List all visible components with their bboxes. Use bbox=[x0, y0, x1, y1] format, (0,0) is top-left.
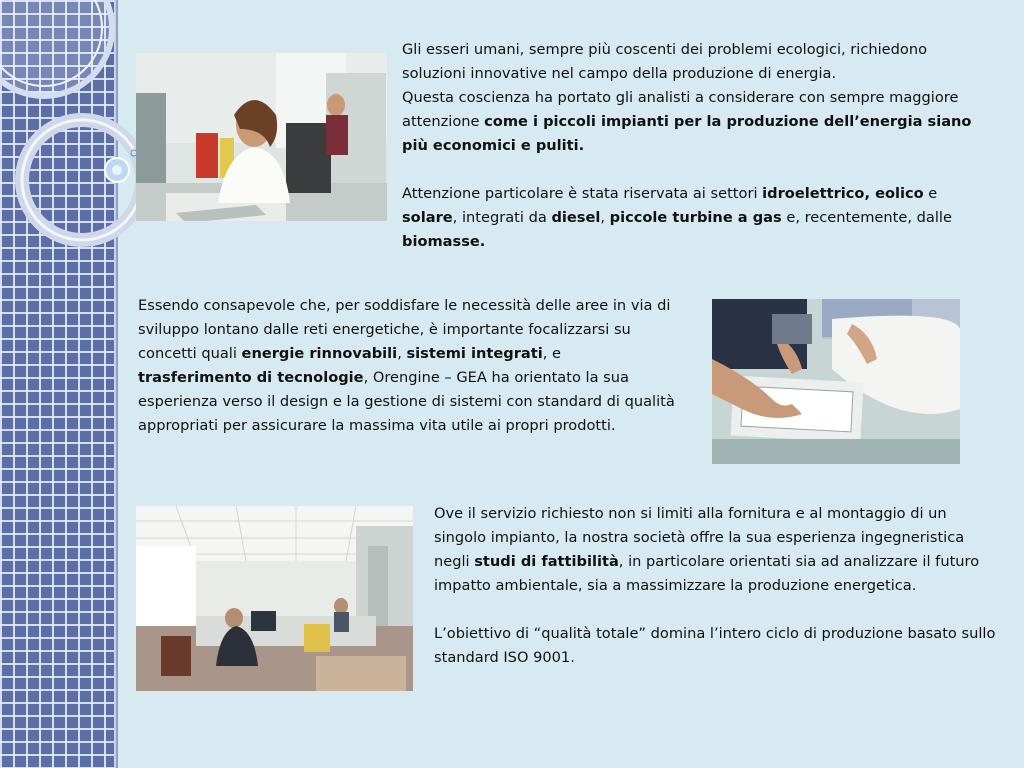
mission-text-block bbox=[138, 294, 678, 438]
mission-paragraph: Essendo consapevole che, per soddisfare le necessità delle aree in via di sviluppo lontano dalle reti energetiche, è importante focalizzarsi su concetti quali energie rinnovabili, sistemi integrati, e trasferimento di tecnologie, Orengine – GEA ha orientato la sua esperienza verso il design e la gestione di sistemi con standard di qualità appropriati per assicurare la massima vita utile ai propri prodotti. bbox=[138, 297, 675, 434]
services-paragraph: Ove il servizio richiesto non si limiti alla fornitura e al montaggio di un singolo impianto, la nostra società offre la sua esperienza ingegneristica negli studi di fattibilità, in particolare orientati sia ad analizzare il futuro impatto ambientale, sia a massimizzare la produzione energetica. bbox=[434, 505, 980, 594]
intro-paragraph-1: Gli esseri umani, sempre più coscenti dei problemi ecologici, richiedono soluzioni innovative nel campo della produzione di energia. bbox=[402, 41, 928, 82]
services-text-block bbox=[434, 502, 1002, 670]
open-office-photo bbox=[136, 506, 413, 691]
intro-paragraph-2: Questa coscienza ha portato gli analisti a considerare con sempre maggiore attenzione come i piccoli impianti per la produzione dell’energia siano più economici e puliti. bbox=[402, 89, 972, 154]
intro-text-block bbox=[402, 38, 994, 254]
office-woman-photo bbox=[136, 53, 387, 221]
quality-paragraph: L’obiettivo di “qualità totale” domina l’intero ciclo di produzione basato sullo standard ISO 9001. bbox=[434, 625, 996, 666]
intro-paragraph-3: Attenzione particolare è stata riservata ai settori idroelettrico, eolico e solare, integrati da diesel, piccole turbine a gas e, recentemente, dalle biomasse. bbox=[402, 185, 952, 250]
engineers-drafting-photo bbox=[712, 299, 960, 464]
